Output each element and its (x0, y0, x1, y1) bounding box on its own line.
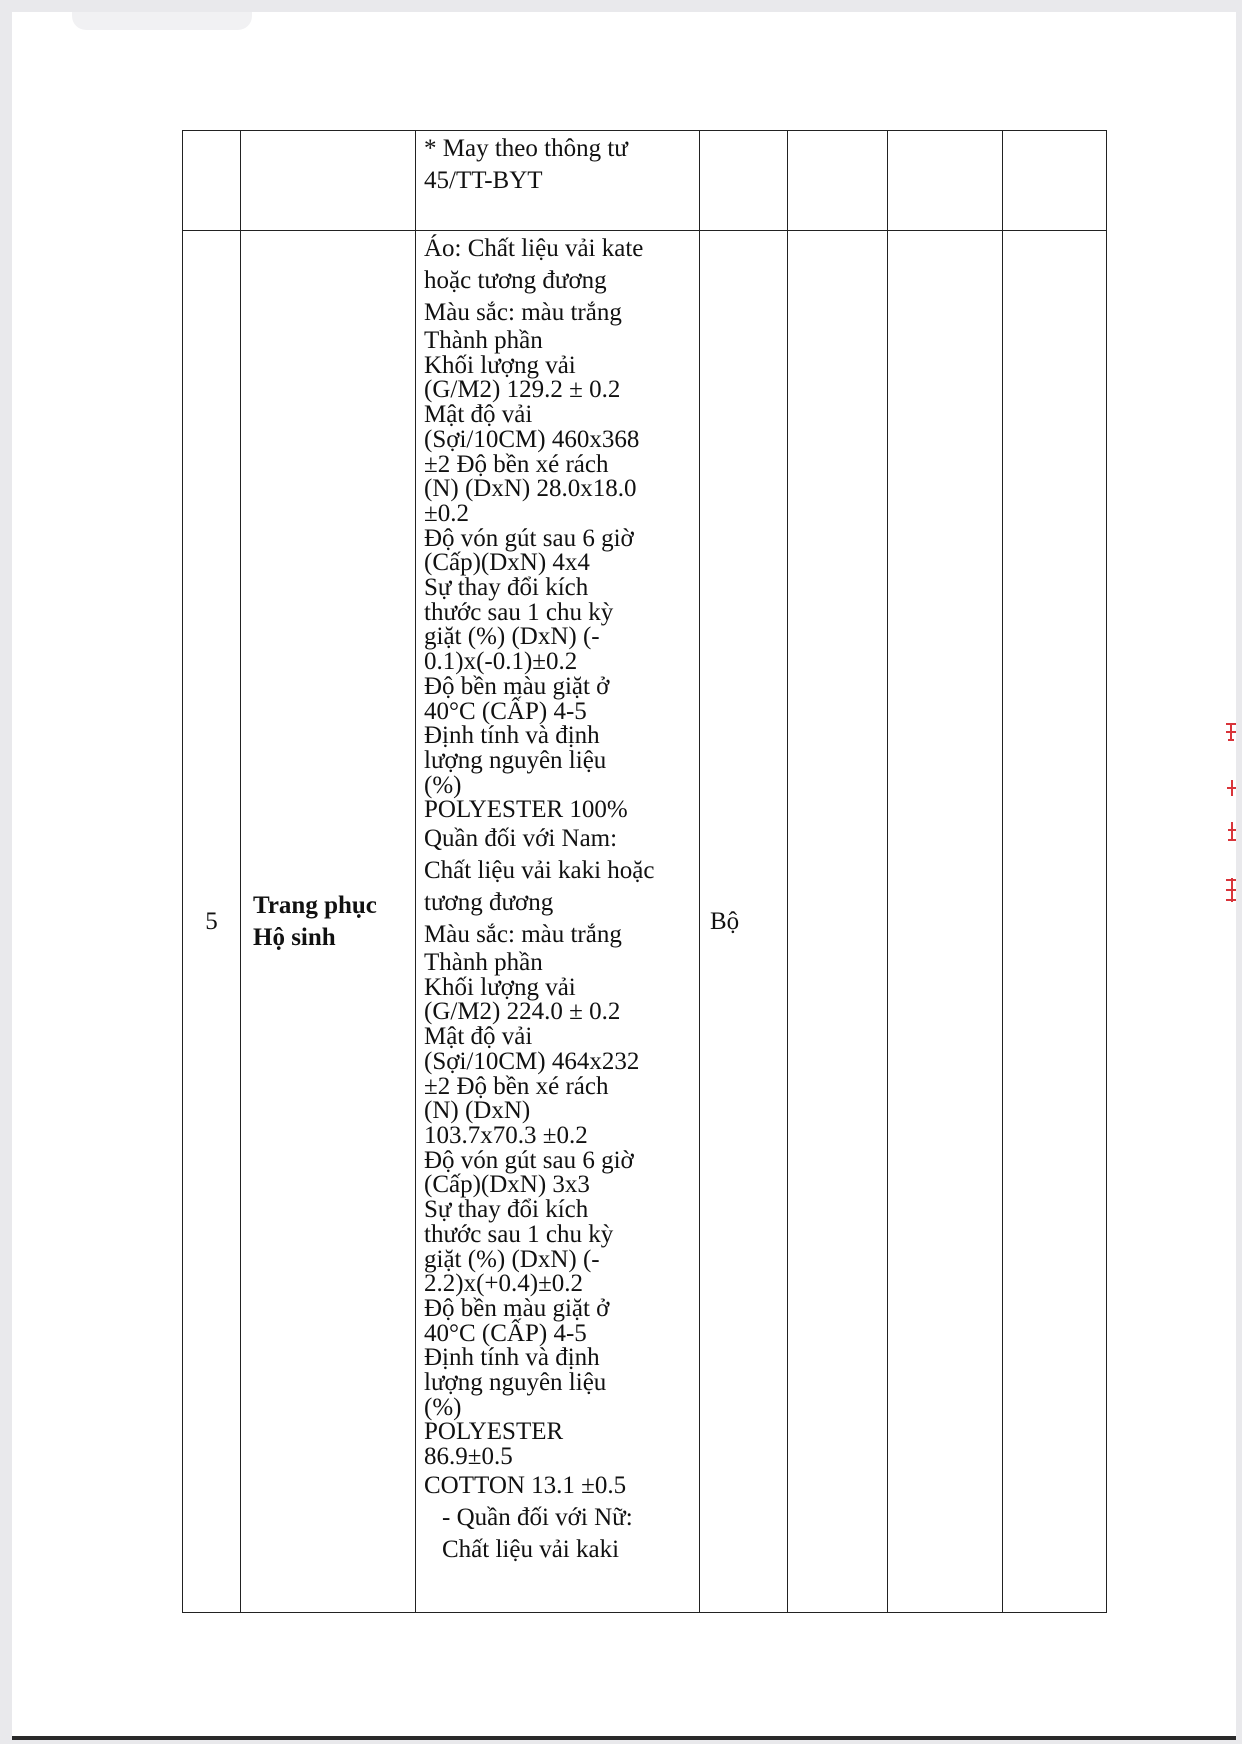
spec-line: 45/TT-BYT (424, 167, 543, 194)
item-name-cell (241, 231, 416, 1613)
spec-line: Mật độ vải (424, 1023, 533, 1051)
spec-line: Độ bền màu giặt ở (424, 1294, 610, 1322)
spec-line: (Cấp)(DxN) 4x4 (424, 549, 590, 577)
item-name-cell (241, 131, 416, 231)
spec-line: COTTON 13.1 ±0.5 (424, 1471, 627, 1499)
spec-line: (%) (424, 1393, 462, 1421)
spec-cell (416, 131, 700, 231)
spec-line: 0.1)x(-0.1)±0.2 (424, 648, 578, 676)
spec-line: 86.9±0.5 (424, 1443, 513, 1471)
empty-cell (788, 231, 888, 1613)
spec-line: tương đương (424, 889, 554, 917)
red-stamp-mark (1222, 720, 1236, 906)
spec-text (416, 131, 699, 197)
spec-line: Thành phần (424, 327, 543, 354)
stt-cell (183, 131, 241, 231)
spec-line: Độ bền màu giặt ở (424, 672, 610, 700)
empty-cell (888, 231, 1003, 1613)
spec-line: Định tính và định (424, 722, 600, 750)
spec-line: POLYESTER 100% (424, 796, 628, 824)
table-row (183, 131, 1107, 231)
spec-line: Màu sắc: màu trắng (424, 299, 622, 326)
item-name-line: Hộ sinh (253, 923, 336, 951)
spec-line: 2.2)x(+0.4)±0.2 (424, 1270, 584, 1298)
spec-text (416, 231, 699, 1566)
spec-line: Khối lượng vải (424, 973, 576, 1001)
spec-line: Mật độ vải (424, 401, 533, 429)
spec-line: giặt (%) (DxN) (- (424, 623, 600, 651)
spec-line: Màu sắc: màu trắng (424, 921, 622, 949)
unit-cell: Bộ (700, 231, 788, 1613)
spec-line: hoặc tương đương (424, 267, 607, 294)
spec-line: (%) (424, 771, 462, 799)
spec-line: (G/M2) 129.2 ± 0.2 (424, 376, 621, 404)
spec-line: ±0.2 (424, 499, 469, 527)
item-name-line: Trang phục (253, 891, 377, 919)
spec-line: thước sau 1 chu kỳ (424, 598, 614, 626)
spec-line: * May theo thông tư (424, 135, 628, 162)
spec-cell (416, 231, 700, 1613)
spec-line: (Sợi/10CM) 460x368 (424, 425, 640, 453)
empty-cell (1003, 231, 1107, 1613)
spec-line: - Quần đối với Nữ: (442, 1503, 633, 1531)
spec-line: Sự thay đổi kích (424, 1196, 589, 1224)
specification-table (182, 130, 1107, 1613)
spec-line: (N) (DxN) 28.0x18.0 (424, 475, 637, 503)
spec-line: lượng nguyên liệu (424, 1369, 607, 1397)
spec-line: Áo: Chất liệu vải kate (424, 235, 644, 262)
spec-line: thước sau 1 chu kỳ (424, 1220, 614, 1248)
spec-line: 40°C (CẤP) 4-5 (424, 1319, 587, 1347)
spec-line: Thành phần (424, 949, 543, 977)
spec-line: Định tính và định (424, 1344, 600, 1372)
spec-line: Quần đối với Nam: (424, 825, 618, 853)
table-row (183, 231, 1107, 1613)
spec-line: ±2 Độ bền xé rách (424, 1072, 609, 1100)
spec-line: Khối lượng vải (424, 351, 576, 379)
empty-cell (1003, 131, 1107, 231)
empty-cell (788, 131, 888, 231)
spec-line: (Sợi/10CM) 464x232 (424, 1047, 640, 1075)
header-tab-shadow (72, 12, 252, 30)
page-bottom-edge (12, 1736, 1236, 1740)
spec-line: Chất liệu vải kaki hoặc (424, 857, 655, 885)
spec-line: giặt (%) (DxN) (- (424, 1245, 600, 1273)
spec-line: Độ vón gút sau 6 giờ (424, 524, 634, 552)
spec-line: Độ vón gút sau 6 giờ (424, 1146, 634, 1174)
stt-cell: 5 (183, 231, 241, 1613)
spec-line: ±2 Độ bền xé rách (424, 450, 609, 478)
spec-line: 40°C (CẤP) 4-5 (424, 697, 587, 725)
spec-line: (N) (DxN) (424, 1097, 531, 1125)
spec-line: (G/M2) 224.0 ± 0.2 (424, 998, 621, 1026)
empty-cell (888, 131, 1003, 231)
spec-line: Sự thay đổi kích (424, 574, 589, 602)
spec-line: 103.7x70.3 ±0.2 (424, 1121, 588, 1149)
unit-cell (700, 131, 788, 231)
spec-line: lượng nguyên liệu (424, 746, 607, 774)
spec-line: (Cấp)(DxN) 3x3 (424, 1171, 590, 1199)
spec-line: Chất liệu vải kaki (442, 1535, 620, 1563)
document-page (12, 12, 1236, 1740)
spec-line: POLYESTER (424, 1418, 564, 1446)
